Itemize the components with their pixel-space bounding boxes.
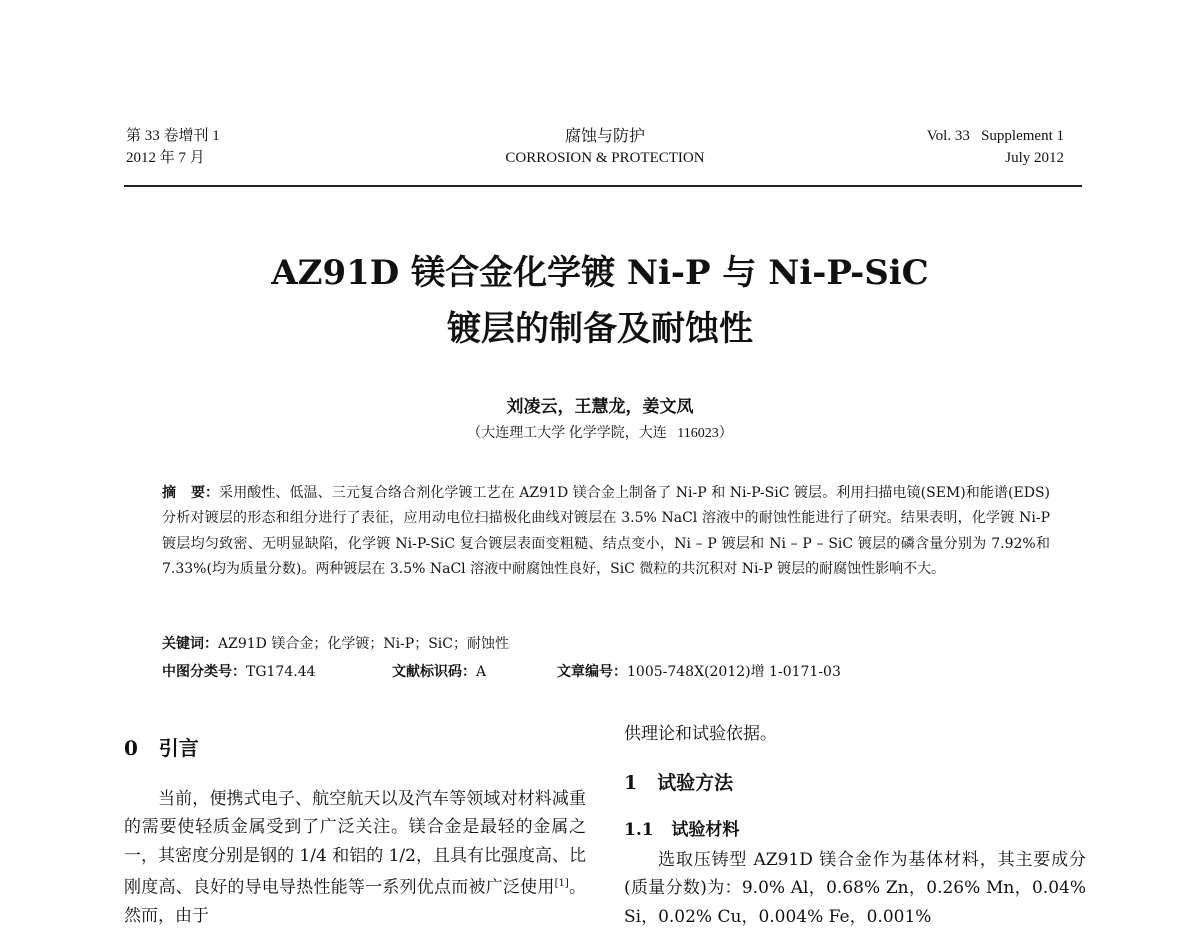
continuation-text: 供理论和试验依据。 <box>624 724 777 744</box>
header-volume-en: Vol. 33 Supplement 1 <box>926 128 1064 144</box>
header-date: 2012 年 7 月 <box>126 150 205 166</box>
paper-title-line2: 镀层的制备及耐蚀性 <box>447 309 753 349</box>
authors: 刘凌云，王慧龙，姜文凤 <box>506 397 694 417</box>
journal-name-en: CORROSION & PROTECTION <box>505 150 705 166</box>
keywords <box>162 634 1050 654</box>
journal-name-cn: 腐蚀与防护 <box>564 126 645 145</box>
section-1-1-heading: 1.1 试验材料 <box>624 820 740 840</box>
clc-label: 中图分类号： <box>162 664 246 680</box>
citation-1: [1] <box>554 878 569 890</box>
intro-paragraph <box>124 785 586 931</box>
clc-value: TG174.44 <box>246 664 316 680</box>
paper-title-line1: AZ91D 镁合金化学镀 Ni-P 与 Ni-P-SiC <box>271 253 929 293</box>
art-value: 1005-748X(2012)增 1-0171-03 <box>627 664 841 680</box>
materials-paragraph: 选取压铸型 AZ91D 镁合金作为基体材料，其主要成分(质量分数)为：9.0% Al，0.68% Zn，0.26% Mn，0.04% Si，0.02% Cu，0.004% Fe，0.001% <box>624 850 1086 927</box>
doc-value: A <box>476 664 487 680</box>
keywords-text: AZ91D 镁合金；化学镀；Ni-P；SiC；耐蚀性 <box>218 636 509 652</box>
intro-text-tail: 。然而，由于 <box>124 877 587 927</box>
intro-text: 当前，便携式电子、航空航天以及汽车等领域对材料减重的需要使轻质金属受到了广泛关注。镁合金是最轻的金属之一，其密度分别是钢的 1/4 和铝的 1/2，且具有比强度高、比刚度高、良好的导电导热性能等一系列优点而被广泛使用 <box>124 789 586 898</box>
paper-title <box>150 245 1050 357</box>
doc-label: 文献标识码： <box>392 664 476 680</box>
header-issue <box>126 125 220 169</box>
clc-number <box>162 662 316 682</box>
section-1-heading: 1 试验方法 <box>624 772 734 794</box>
header-volume <box>927 125 1064 169</box>
keywords-label: 关键词： <box>162 636 218 652</box>
article-number <box>557 662 841 682</box>
header-journal <box>430 125 780 169</box>
header-rule <box>124 185 1082 187</box>
affiliation: （大连理工大学 化学学院，大连 116023） <box>467 426 733 441</box>
art-label: 文章编号： <box>557 664 627 680</box>
abstract-text: 采用酸性、低温、三元复合络合剂化学镀工艺在 AZ91D 镁合金上制备了 Ni-P 和 Ni-P-SiC 镀层。利用扫描电镜(SEM)和能谱(EDS)分析对镀层的形态和组分进行了表征，应用动电位扫描极化曲线对镀层在 3.5% NaCl 溶液中的耐蚀性能进行了研究。结果表明，化学镀 Ni-P 镀层均匀致密、无明显缺陷，化学镀 Ni-P-SiC 复合镀层表面变粗糙、结点变小，Ni – P 镀层和 Ni – P – SiC 镀层的磷含量分别为 7.92%和 7.33%(均为质量分数)。两种镀层在 3.5% NaCl 溶液中耐腐蚀性良好，SiC 微粒的共沉积对 Ni-P 镀层的耐腐蚀性影响不大。 <box>162 485 1051 578</box>
section-0-heading: 0 引言 <box>124 736 199 760</box>
header-date-en: July 2012 <box>1005 150 1064 166</box>
document-code <box>392 662 486 682</box>
abstract-label: 摘 要： <box>162 485 220 501</box>
header-volume-issue: 第 33 卷增刊 1 <box>126 128 220 144</box>
abstract <box>162 481 1050 583</box>
